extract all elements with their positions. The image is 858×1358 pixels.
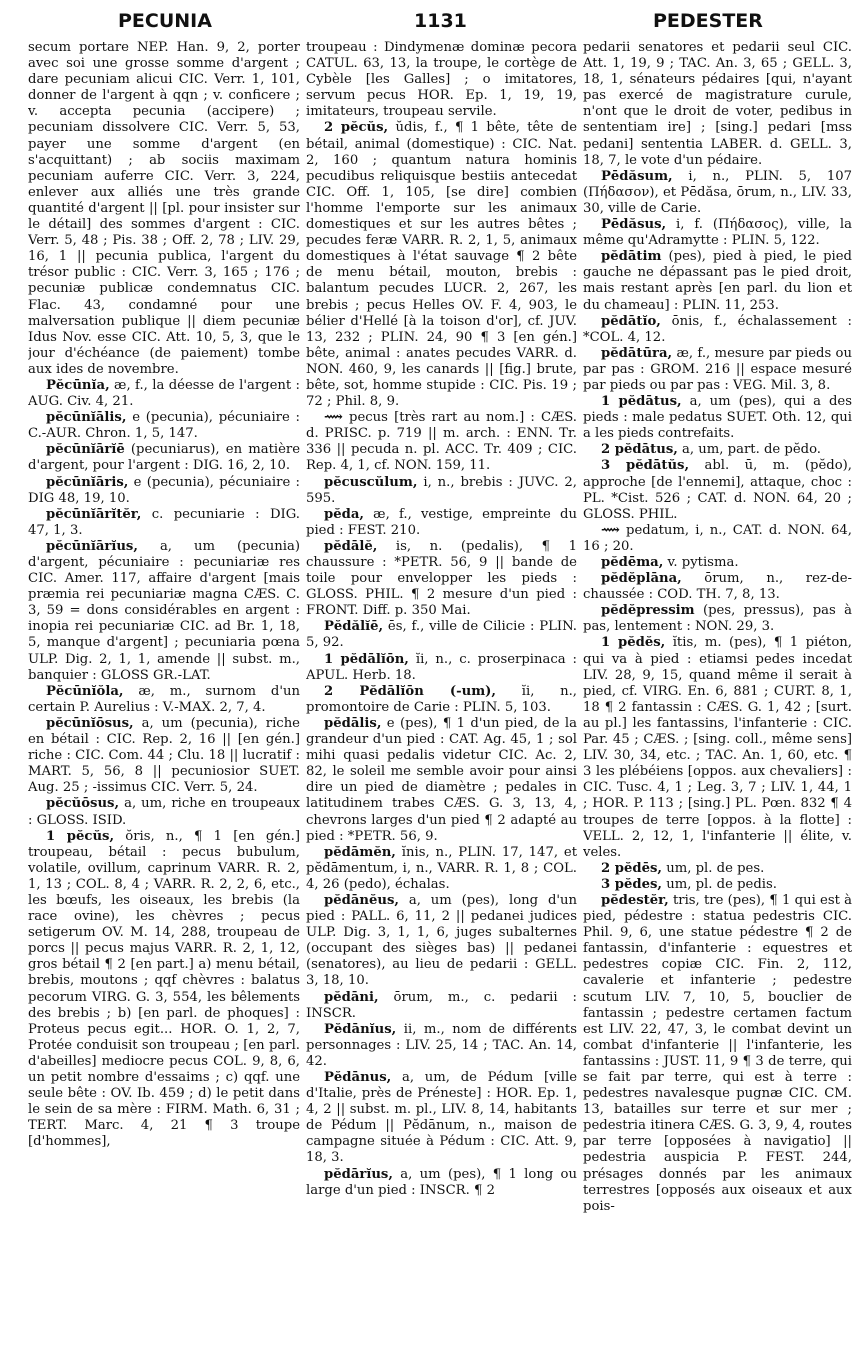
entry-headword: pĕdārĭus,: [324, 1166, 393, 1182]
entry-text: v. pytisma.: [663, 555, 739, 570]
entry-text: æ, f., vestige, empreinte du pied : FEST. 210.: [306, 506, 577, 538]
entry-headword: pĕcūnĭārĭtĕr,: [46, 506, 142, 522]
entry-text: ōrum, m., c. pedarii : INSCR.: [306, 989, 577, 1021]
dictionary-entry: [583, 861, 852, 877]
dictionary-entry: [306, 1022, 577, 1070]
entry-headword: 1 pĕcŭs,: [46, 828, 115, 844]
dictionary-entry: [583, 346, 852, 394]
entry-headword: ⟿: [601, 522, 620, 538]
entry-headword: pĕdāmĕn,: [324, 844, 396, 860]
entry-text: e (pecunia), pécuniaire : C.-AUR. Chron. 1, 5, 147.: [28, 410, 300, 442]
entry-text: ōrum, n., rez-de-chaussée : COD. TH. 7, 8, 13.: [583, 571, 852, 603]
entry-headword: pĕcūnĭōsus,: [46, 715, 134, 731]
entry-text: ii, m., nom de différents personnages : LIV. 25, 14 ; TAC. An. 14, 42.: [306, 1021, 577, 1069]
page-header: [28, 8, 848, 38]
entry-headword: Pēdăsum,: [601, 168, 673, 184]
entry-headword: pĕdālis,: [324, 715, 382, 731]
entry-headword: pĕdālĕ,: [324, 538, 378, 554]
dictionary-entry: [583, 893, 852, 1215]
dictionary-entry: [583, 40, 852, 169]
dictionary-entry: [306, 120, 577, 410]
entry-text: ēs, f., ville de Cilicie : PLIN. 5, 92.: [306, 619, 577, 651]
entry-text: troupeau : Dindymenæ dominæ pecora CATUL. 63, 13, la troupe, le cortège de Cybèle [les Galles] ; o imitatores, servum pecus HOR. Ep. 1, 19, 19, imitateurs, troupeau servile.: [306, 40, 577, 120]
column-3: [583, 40, 852, 1352]
entry-headword: 3 pĕdātŭs,: [601, 458, 690, 474]
entry-text: a, um, part. de pĕdo.: [677, 442, 821, 458]
entry-headword: 3 pĕdes,: [601, 876, 663, 892]
entry-headword: Pĕdălĭē,: [324, 619, 384, 635]
entry-text: i, n., brebis : JUVC. 2, 595.: [306, 474, 577, 506]
entry-headword: pĕdānĕus,: [324, 892, 399, 908]
dictionary-entry: [306, 1167, 577, 1199]
entry-headword: 2 Pĕdālĭōn (-um),: [324, 683, 497, 699]
dictionary-entry: [28, 475, 300, 507]
entry-text: æ, f., la déesse de l'argent : AUG. Civ. 4, 21.: [28, 377, 300, 410]
entry-text: æ, f., mesure par pieds ou par pas : GROM. 216 || espace mesuré par pieds ou par pas : VEG. Mil. 3, 8.: [583, 345, 852, 393]
entry-headword: pĕcūnĭāris,: [46, 474, 129, 490]
entry-text: e (pecunia), pécuniaire : DIG 48, 19, 10.: [28, 474, 300, 506]
entry-text: a, um, de Pédum [ville d'Italie, près de Préneste] : HOR. Ep. 1, 4, 2 || subst. m. pl., LIV. 8, 14, habitants de Pédum || Pĕdānum, n., maison de campagne située à Pédum : CIC. Att. 9, 18, 3.: [306, 1070, 577, 1166]
dictionary-entry: [583, 217, 852, 249]
entry-text: a, um, riche en troupeaux : GLOSS. ISID.: [28, 796, 300, 828]
entry-headword: 2 pĕdātus,: [601, 442, 678, 458]
entry-text: tris, tre (pes), ¶ 1 qui est à pied, pédestre : statua pedestris CIC. Phil. 9, 6, une statue pédestre ¶ 2 de fantassin, d'infanterie : equestres et pedestres copiæ CIC. Fin. 2, 112, cavalerie et infanterie ; pedestre scutum LIV. 7, 10, 5, bouclier de fantassin ; pedestre certamen factum est LIV. 22, 47, 3, le combat devint un combat d'infanterie || l'infanterie, les fantassins : JUST. 11, 9 ¶ 3 de terre, qui se fait par terre, qui est à terre : pedestres navalesque pugnæ CIC. CM. 13, batailles sur terre et sur mer ; pedestria itinera CÆS. G. 3, 9, 4, routes par terre [opposées à navigatio] || pedestria auspicia P. FEST. 244, présages donnés par les animaux terrestres [opposés aux oiseaux et aux pois-: [583, 892, 852, 1214]
dictionary-entry: [306, 475, 577, 507]
entry-text: i, n., PLIN. 5, 107 (Πήδασον), et Pēdăsa, ōrum, n., LIV. 33, 30, ville de Carie.: [583, 168, 852, 216]
dictionary-entry: [306, 845, 577, 893]
dictionary-entry: [306, 40, 577, 120]
entry-text: ĭi, n., c. proserpinaca : APUL. Herb. 18.: [306, 651, 577, 683]
entry-headword: pĕdĕpressim: [601, 603, 695, 619]
dictionary-entry: [28, 829, 300, 1151]
entry-text: ŭdis, f., ¶ 1 bête, tête de bétail, animal (domestique) : CIC. Nat. 2, 160 ; quantum natura hominis pecudibus reliquisque bestiis antecedat CIC. Off. 1, 105, [se dire] combien l'homme l'emporte sur les animaux domestiques et sur les autres bêtes ; pecudes feræ VARR. R. 2, 1, 5, animaux domestiques à l'état sauvage ¶ 2 bête de menu bétail, mouton, brebis : balantum pecudes LUCR. 2, 267, les brebis ; pecus Helles OV. F. 4, 903, le bélier d'Hellé [à la toison d'or], cf. JUV. 13, 232 ; PLIN. 24, 90 ¶ 3 [en gén.] bête, animal : anates pecudes VARR. d. NON. 460, 9, les canards || [fig.] brute, bête, sot, homme stupide : CIC. Pis. 19 ; 72 ; Phil. 8, 9.: [306, 120, 577, 410]
entry-text: secum portare NEP. Han. 9, 2, porter avec soi une grosse somme d'argent ; dare pecuniam alicui CIC. Verr. 1, 101, donner de l'argent à qqn ; v. conficere ; v. accepta pecunia (accipere) ; pecuniam dissolvere CIC. Verr. 5, 53, payer une somme d'argent (en s'acquittant) ; ab sociis maximam pecuniam auferre CIC. Verr. 3, 224, enlever aux alliés une très grande quantité d'argent || [pl. pour insister sur le détail] des sommes d'argent : CIC. Verr. 5, 48 ; Pis. 38 ; Off. 2, 78 ; LIV. 29, 16, 1 || pecunia publica, l'argent du trésor public : CIC. Verr. 3, 165 ; 176 ; pecuniæ publicæ condemnatus CIC. Flac. 43, condamné pour une malversation publique || diem pecuniæ Idus Nov. esse CIC. Att. 10, 5, 3, que le jour d'échéance (de paiement) tombe aux ides de novembre.: [28, 40, 300, 377]
dictionary-entry: [28, 442, 300, 474]
dictionary-entry: [583, 877, 852, 893]
entry-text: (pes), pied à pied, le pied gauche ne dépassant pas le pied droit, mais restant après [en parl. du lion et du chameau] : PLIN. 11, 253.: [583, 249, 852, 313]
entry-headword: Pĕcūnĭŏla,: [46, 683, 124, 699]
entry-headword: pĕdestĕr,: [601, 892, 669, 908]
dictionary-entry: [583, 169, 852, 217]
entry-text: pecus [très rart au nom.] : CÆS. d. PRISC. p. 719 || m. arch. : ENN. Tr. 336 || pecuda n. pl. ACC. Tr. 409 ; CIC. Rep. 4, 1, cf. NON. 159, 11.: [306, 410, 577, 474]
entry-headword: 2 pĕdēs,: [601, 860, 663, 876]
dictionary-entry: [583, 458, 852, 522]
entry-text: pedarii senatores et pedarii seul CIC. Att. 1, 19, 9 ; TAC. An. 3, 65 ; GELL. 3, 18, 1, sénateurs pédaires [qui, n'ayant pas exercé de magistrature curule, n'ont que le droit de voter, pedibus in sententiam ire] ; [sing.] pedari [mss pedani] sententia LABER. d. GELL. 3, 18, 7, le vote d'un pédaire.: [583, 40, 852, 168]
dictionary-entry: [306, 507, 577, 539]
entry-text: a, um (pes), ¶ 1 long ou large d'un pied : INSCR. ¶ 2: [306, 1166, 577, 1198]
dictionary-entry: [306, 539, 577, 619]
entry-text: um, pl. de pes.: [662, 860, 765, 876]
entry-text: a, um (pes), long d'un pied : PALL. 6, 11, 2 || pedanei judices ULP. Dig. 3, 1, 1, 6, juges subalternes (occupant des sièges bas) || pedanei (senatores), au lieu de pedarii : GELL. 3, 18, 10.: [306, 892, 577, 989]
dictionary-entry: [583, 555, 852, 571]
dictionary-entry: [28, 716, 300, 796]
entry-headword: pĕda,: [324, 506, 364, 522]
dictionary-entry: [583, 249, 852, 313]
dictionary-entry: [306, 619, 577, 651]
entry-text: c. pecuniarie : DIG. 47, 1, 3.: [28, 506, 300, 538]
entry-text: (pes, pressus), pas à pas, lentement : NON. 29, 3.: [583, 603, 852, 635]
dictionary-entry: [28, 507, 300, 539]
entry-text: ĭtis, m. (pes), ¶ 1 piéton, qui va à pied : etiamsi pedes incedat LIV. 28, 9, 15, quand même il serait à pied, cf. VIRG. En. 6, 881 ; CURT. 8, 1, 18 ¶ 2 fantassin : CÆS. G. 1, 42 ; [surt. au pl.] les fantassins, l'infanterie : CIC. Par. 45 ; CÆS. ; [sing. coll., même sens] LIV. 30, 34, etc. ; TAC. An. 1, 60, etc. ¶ 3 les plébéiens [oppos. aux chevaliers] : CIC. Tusc. 4, 1 ; Leg. 3, 7 ; LIV. 1, 44, 1 ; HOR. P. 113 ; [sing.] PL. Pœn. 832 ¶ 4 troupes de terre [oppos. à la flotte] : VELL. 2, 12, 1, l'infanterie || élite, v. veles.: [583, 635, 852, 860]
entry-headword: pĕdēma,: [601, 555, 664, 570]
page-number: 1131: [414, 10, 467, 32]
dictionary-entry: [28, 684, 300, 716]
column-1: [28, 40, 300, 1352]
entry-text: a, um (pes), qui a des pieds : male pedatus SUET. Oth. 12, qui a les pieds contrefaits.: [583, 394, 852, 442]
entry-text: (pecuniarus), en matière d'argent, pour l'argent : DIG. 16, 2, 10.: [28, 442, 300, 474]
entry-text: a, um (pecunia), riche en bétail : CIC. Rep. 2, 16 || [en gén.] riche : CIC. Com. 44 ; Clu. 18 || lucratif : MART. 5, 56, 8 || pecuniosior SUET. Aug. 25 ; -issimus CIC. Verr. 5, 24.: [28, 715, 300, 796]
dictionary-entry: [583, 394, 852, 442]
dictionary-entry: [28, 378, 300, 410]
entry-headword: Pēdăsus,: [601, 217, 667, 233]
entry-headword: 1 pĕdātus,: [601, 394, 682, 410]
dictionary-entry: [306, 716, 577, 845]
entry-headword: pĕdātĭo,: [601, 313, 661, 329]
entry-headword: pĕcūnĭārĭus,: [46, 538, 138, 554]
entry-text: a, um (pecunia) d'argent, pécuniaire : pecuniariæ res CIC. Amer. 117, affaire d'argent [mais præmia rei pecuniariæ magna CÆS. C. 3, 59 = dons considérables en argent : inopia rei pecuniariæ CIC. ad Br. 1, 18, 5, manque d'argent] ; pecuniaria pœna ULP. Dig. 2, 1, 1, amende || subst. m., banquier : GLOSS GR.-LAT.: [28, 538, 300, 683]
entry-headword: pĕcŭōsus,: [46, 796, 120, 812]
dictionary-entry: [306, 990, 577, 1022]
entry-text: æ, m., surnom d'un certain P. Aurelius : V.-MAX. 2, 7, 4.: [28, 683, 300, 715]
entry-text: ŏris, n., ¶ 1 [en gén.] troupeau, bétail : pecus bubulum, volatile, ovillum, caprinum VARR. R. 2, 1, 13 ; COL. 8, 4 ; VARR. R. 2, 2, 6, etc., les bœufs, les oiseaux, les brebis (la race ovine), les chèvres ; pecus setigerum OV. M. 14, 288, troupeau de porcs || pecus majus VARR. R. 2, 1, 12, gros bétail ¶ 2 [en part.] a) menu bétail, brebis, moutons ; qqf chèvres : balatus pecorum VIRG. G. 3, 554, les bêlements des brebis ; b) [en parl. de phoques] : Proteus pecus egit... HOR. O. 1, 2, 7, Protée conduisit son troupeau ; [en parl. d'abeilles] mediocre pecus COL. 9, 8, 6, un petit nombre d'essaims ; c) qqf. une seule bête : OV. Ib. 459 ; d) le petit dans le sein de sa mère : FIRM. Math. 6, 31 ; TERT. Marc. 4, 21 ¶ 3 troupe [d'hommes],: [28, 828, 300, 1150]
entry-headword: 1 pĕdĕs,: [601, 635, 666, 651]
entry-headword: pĕdĕplāna,: [601, 571, 682, 587]
dictionary-entry: [583, 523, 852, 555]
entry-headword: pĕdātim: [601, 249, 662, 265]
header-left-guideword: PECUNIA: [118, 10, 212, 32]
header-right-guideword: PEDESTER: [653, 10, 763, 32]
entry-headword: pĕdātūra,: [601, 345, 673, 361]
dictionary-entry: [28, 40, 300, 378]
dictionary-entry: [28, 410, 300, 442]
entry-headword: pĕcūnĭālis,: [46, 410, 127, 426]
entry-headword: pĕdāni,: [324, 989, 379, 1005]
entry-headword: 2 pĕcŭs,: [324, 120, 389, 136]
entry-text: ōnis, f., échalassement : *COL. 4, 12.: [583, 313, 852, 345]
entry-headword: Pĕcūnĭa,: [46, 377, 110, 393]
dictionary-entry: [306, 1070, 577, 1167]
dictionary-entry: [583, 442, 852, 458]
entry-text: pedatum, i, n., CAT. d. NON. 64, 16 ; 20.: [583, 522, 852, 554]
dictionary-entry: [28, 539, 300, 684]
entry-text: e (pes), ¶ 1 d'un pied, de la grandeur d'un pied : CAT. Ag. 45, 1 ; sol mihi quasi pedalis videtur CIC. Ac. 2, 82, le soleil me semble avoir pour ainsi dire un pied de diamètre ; pedales in latitudinem trabes CÆS. G. 3, 13, 4, chevrons larges d'un pied ¶ 2 adapté au pied : *PETR. 56, 9.: [306, 715, 577, 844]
entry-text: ĭi, n., promontoire de Carie : PLIN. 5, 103.: [306, 683, 577, 715]
dictionary-entry: [28, 796, 300, 828]
entry-text: um, pl. de pedis.: [662, 876, 777, 892]
dictionary-entry: [306, 410, 577, 474]
dictionary-entry: [583, 635, 852, 860]
entry-headword: Pĕdānus,: [324, 1070, 392, 1085]
entry-text: ĭnis, n., PLIN. 17, 147, et pĕdāmentum, i, n., VARR. R. 1, 8 ; COL. 4, 26 (pedo), échalas.: [306, 844, 577, 892]
dictionary-entry: [583, 603, 852, 635]
entry-headword: Pĕdānĭus,: [324, 1021, 397, 1037]
entry-text: abl. ū, m. (pĕdo), approche [de l'ennemi], attaque, choc : PL. *Cist. 526 ; CAT. d. NON. 64, 20 ; GLOSS. PHIL.: [583, 458, 852, 522]
entry-text: is, n. (pedalis), ¶ 1 chaussure : *PETR. 56, 9 || bande de toile pour envelopper les pieds : GLOSS. PHIL. ¶ 2 mesure d'un pied : FRONT. Diff. p. 350 Mai.: [306, 538, 577, 619]
dictionary-entry: [583, 571, 852, 603]
dictionary-entry: [306, 893, 577, 990]
entry-headword: pĕcūnĭārĭē: [46, 442, 125, 458]
dictionary-entry: [306, 652, 577, 684]
entry-headword: pĕcuscŭlum,: [324, 474, 418, 490]
entry-text: i, f. (Πήδασος), ville, la même qu'Adramytte : PLIN. 5, 122.: [583, 217, 852, 249]
dictionary-entry: [306, 684, 577, 716]
column-2: [306, 40, 577, 1352]
entry-headword: 1 pĕdālĭōn,: [324, 651, 409, 667]
dictionary-entry: [583, 314, 852, 346]
entry-headword: ⟿: [324, 410, 343, 426]
